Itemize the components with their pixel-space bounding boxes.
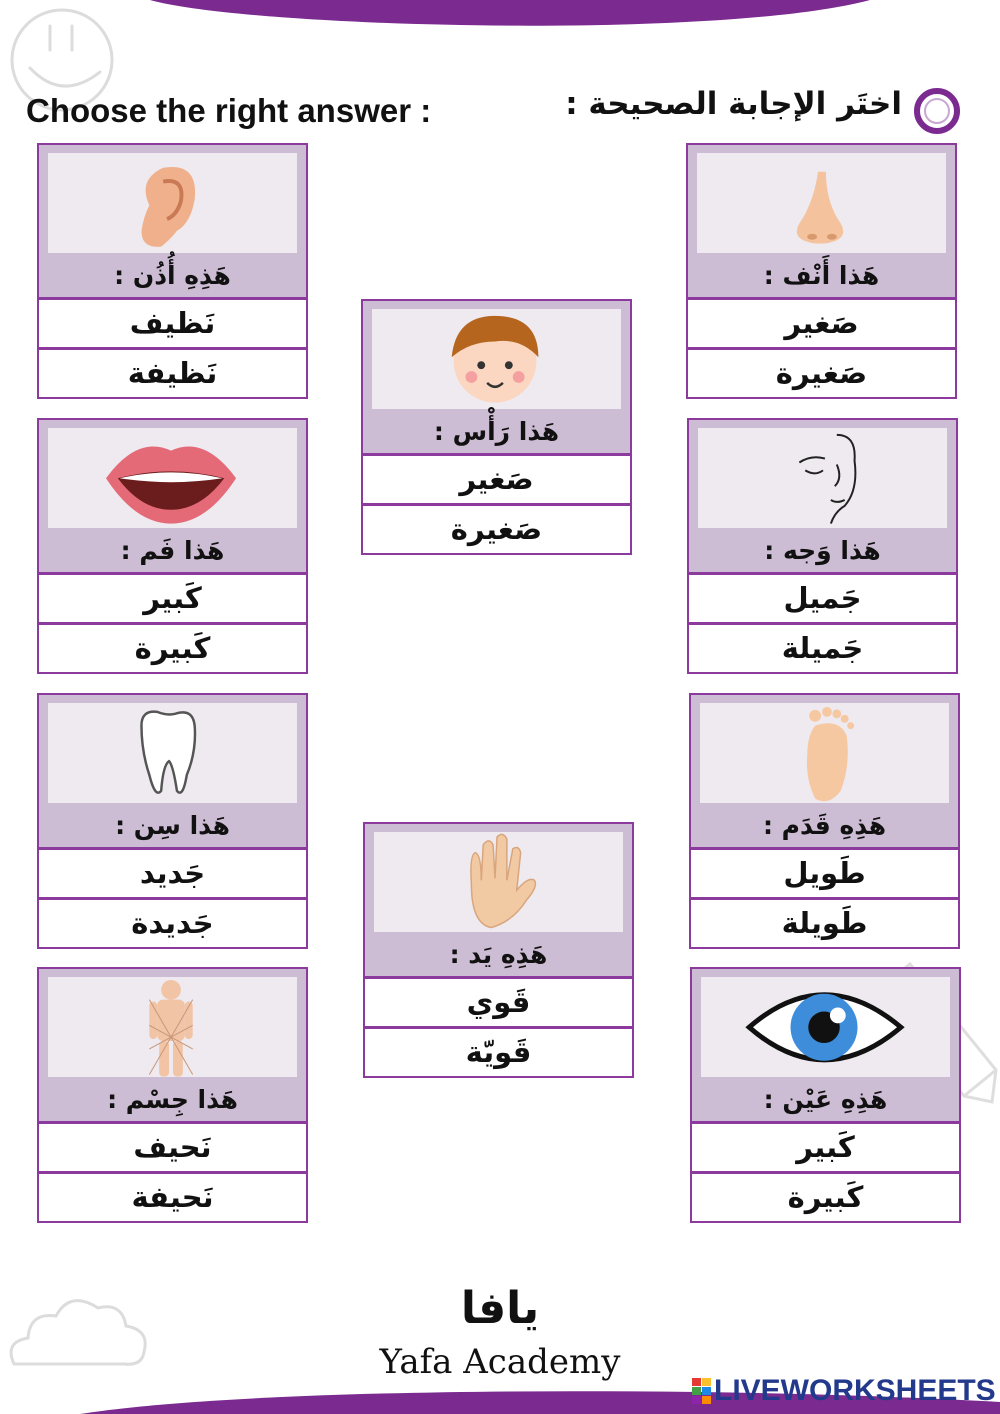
academy-logo	[460, 1272, 540, 1346]
academy-name: Yafa Academy	[379, 1342, 621, 1382]
card-hand	[363, 822, 634, 1078]
answer-option[interactable]: نَظيفة	[39, 347, 306, 397]
cloud-icon	[4, 1286, 154, 1376]
card-eye	[690, 967, 961, 1223]
card-face	[687, 418, 958, 674]
answer-option[interactable]: صَغيرة	[688, 347, 955, 397]
answer-option[interactable]: نَحيف	[39, 1121, 306, 1171]
card-question: هَذا جِسْم :	[107, 1085, 238, 1114]
answer-option[interactable]: كَبيرة	[692, 1171, 959, 1221]
card-question: هَذِهِ عَيْن :	[763, 1085, 888, 1114]
answer-option[interactable]: جَميلة	[689, 622, 956, 672]
ring-icon	[912, 86, 962, 136]
card-head	[361, 299, 632, 555]
card-body	[37, 967, 308, 1223]
answer-option[interactable]: جَميل	[689, 572, 956, 622]
answer-option[interactable]: قَويّة	[365, 1026, 632, 1076]
card-question: هَذا أَنْف :	[763, 261, 880, 290]
top-wave-decoration	[0, 0, 1000, 40]
card-question: هَذا فَم :	[120, 536, 225, 565]
academy-logo-arabic: يافا	[460, 1283, 540, 1334]
answer-option[interactable]: نَحيفة	[39, 1171, 306, 1221]
answer-option[interactable]: صَغير	[688, 297, 955, 347]
liveworksheets-brand[interactable]	[692, 1374, 996, 1408]
answer-option[interactable]: قَوي	[365, 976, 632, 1026]
answer-option[interactable]: صَغير	[363, 453, 630, 503]
card-nose	[686, 143, 957, 399]
card-tooth	[37, 693, 308, 949]
answer-option[interactable]: كَبير	[692, 1121, 959, 1171]
liveworksheets-text: LIVEWORKSHEETS	[714, 1374, 996, 1407]
card-ear	[37, 143, 308, 399]
card-question: هَذِهِ أُذُن :	[114, 261, 231, 290]
answer-option[interactable]: نَظيف	[39, 297, 306, 347]
title-arabic: اختَر الإجابة الصحيحة :	[565, 86, 902, 122]
card-foot	[689, 693, 960, 949]
answer-option[interactable]: كَبير	[39, 572, 306, 622]
answer-option[interactable]: طَويل	[691, 847, 958, 897]
liveworksheets-logo-icon	[692, 1378, 712, 1404]
card-question: هَذِهِ قَدَم :	[762, 811, 887, 840]
card-question: هَذا سِن :	[115, 811, 230, 840]
answer-option[interactable]: كَبيرة	[39, 622, 306, 672]
card-question: هَذا وَجه :	[764, 536, 881, 565]
card-question: هَذِهِ يَد :	[449, 940, 548, 969]
card-question: هَذا رَأْس :	[433, 417, 560, 446]
title-english: Choose the right answer :	[26, 92, 432, 129]
answer-option[interactable]: جَديد	[39, 847, 306, 897]
answer-option[interactable]: طَويلة	[691, 897, 958, 947]
card-mouth	[37, 418, 308, 674]
answer-option[interactable]: صَغيرة	[363, 503, 630, 553]
answer-option[interactable]: جَديدة	[39, 897, 306, 947]
